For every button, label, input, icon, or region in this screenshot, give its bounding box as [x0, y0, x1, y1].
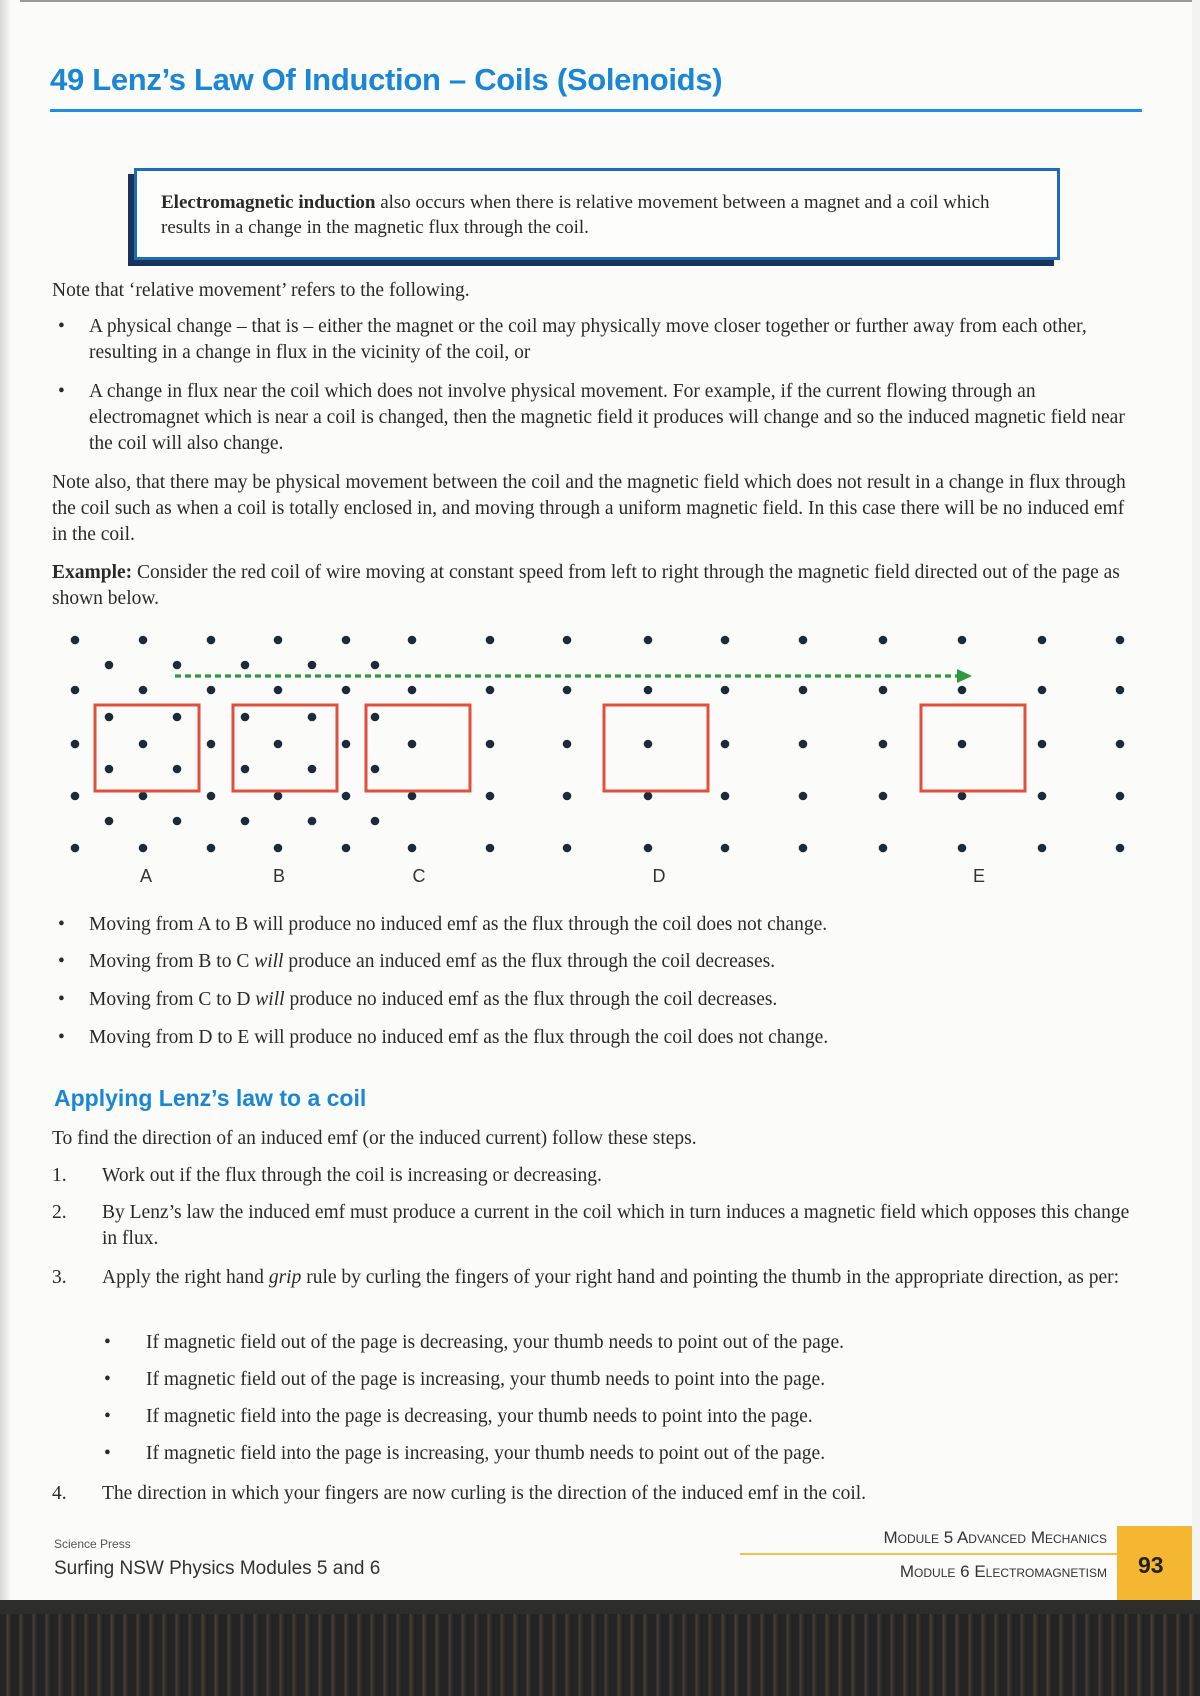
field-dot	[71, 844, 80, 853]
coil-field-diagram	[0, 620, 1192, 890]
field-dot	[371, 817, 380, 826]
step-text-part: By Lenz’s law the induced emf must produce a current in the coil which in turn induces a magnetic field which opposes this change in flux.	[102, 1202, 1130, 1249]
step-text	[102, 1265, 1142, 1291]
field-dot	[71, 792, 80, 801]
chapter-heading: 49 Lenz’s Law Of Induction – Coils (Solenoids)	[50, 62, 723, 97]
motion-text: Moving from D to E will produce no induced emf as the flux through the coil does not change.	[89, 1027, 829, 1048]
field-dot	[879, 844, 888, 853]
field-dot	[879, 636, 888, 645]
background-shelf-edge	[0, 1600, 1200, 1614]
book-title: Surfing NSW Physics Modules 5 and 6	[54, 1558, 381, 1579]
coil-label: E	[972, 866, 986, 886]
module-5-prefix: Module 5	[883, 1528, 954, 1547]
field-dot	[207, 740, 216, 749]
coil-square	[366, 705, 470, 791]
note-intro: Note that ‘relative movement’ refers to the following.	[52, 280, 470, 301]
module-6-name: Electromagnetism	[974, 1562, 1107, 1581]
field-dot	[486, 636, 495, 645]
page-top-line	[20, 0, 1192, 2]
field-dot	[105, 765, 114, 774]
field-dot	[371, 765, 380, 774]
footer-rule	[740, 1553, 1118, 1555]
grip-case-text: If magnetic field out of the page is decreasing, your thumb needs to point out of the page.	[146, 1332, 845, 1353]
coil-label: A	[139, 866, 153, 886]
publisher-name: Science Press	[54, 1537, 131, 1551]
definition-rest: also occurs when there is relative movement between a magnet and a coil which results in a change in the magnetic flux through the coil.	[161, 192, 990, 238]
field-dot	[408, 636, 417, 645]
field-dot	[644, 636, 653, 645]
note-bullet-text: A change in flux near the coil which does not involve physical movement. For example, if the current flowing through an electromagnet which is near a coil is changed, then the magnetic field it produces will change and so the induced magnetic field near the coil will also change.	[89, 381, 1125, 454]
motion-bullet-text	[89, 912, 1139, 938]
definition-text	[161, 190, 1041, 240]
note-bullet-text: A physical change – that is – either the magnet or the coil may physically move closer together or further away from each other, resulting in a change in flux in the vicinity of the coil, or	[89, 316, 1087, 363]
field-dot	[342, 636, 351, 645]
field-dot	[799, 686, 808, 695]
bullet-dot: •	[58, 951, 65, 972]
field-dot	[721, 792, 730, 801]
motion-emphasis: will	[254, 951, 284, 972]
field-dot	[342, 686, 351, 695]
field-dot	[173, 817, 182, 826]
field-dot	[308, 713, 317, 722]
motion-text: produce an induced emf as the flux through the coil decreases.	[283, 951, 776, 972]
motion-text: Moving from B to C	[89, 951, 255, 972]
field-dot	[207, 636, 216, 645]
example-label: Example:	[52, 562, 133, 583]
coil-label: C	[412, 866, 426, 886]
field-dot	[721, 844, 730, 853]
field-dot	[1116, 636, 1125, 645]
definition-box	[134, 168, 1060, 260]
bullet-dot: •	[58, 989, 65, 1010]
motion-emphasis: will	[255, 989, 285, 1010]
field-dot	[173, 661, 182, 670]
field-dot	[274, 636, 283, 645]
coils	[95, 705, 1025, 791]
field-dot	[799, 844, 808, 853]
field-dot	[71, 686, 80, 695]
field-dot	[173, 765, 182, 774]
field-dot	[274, 740, 283, 749]
field-dot	[721, 636, 730, 645]
field-dot	[408, 844, 417, 853]
field-dot	[644, 686, 653, 695]
field-dot	[274, 792, 283, 801]
field-dot	[563, 636, 572, 645]
field-dot	[1038, 792, 1047, 801]
field-dot	[486, 740, 495, 749]
field-dot	[342, 792, 351, 801]
field-dot	[241, 765, 250, 774]
field-dot	[241, 713, 250, 722]
motion-bullet-text	[89, 1025, 1139, 1051]
field-dot	[563, 792, 572, 801]
page-number: 93	[1138, 1552, 1164, 1578]
field-dot	[71, 636, 80, 645]
field-dot	[486, 686, 495, 695]
field-dot	[1116, 792, 1125, 801]
step-text	[102, 1163, 1142, 1189]
steps-intro: To find the direction of an induced emf (or the induced current) follow these steps.	[52, 1128, 697, 1149]
motion-bullet-text	[89, 949, 1139, 975]
field-dot	[721, 740, 730, 749]
field-dot	[563, 686, 572, 695]
field-dot	[644, 792, 653, 801]
field-dot	[879, 740, 888, 749]
field-dot	[308, 817, 317, 826]
bullet-dot: •	[58, 381, 65, 402]
field-dot	[139, 844, 148, 853]
background-shelf	[0, 1600, 1200, 1696]
field-dot	[105, 713, 114, 722]
field-dot	[1038, 636, 1047, 645]
field-dot	[879, 792, 888, 801]
bullet-dot: •	[58, 1027, 65, 1048]
field-dot	[105, 817, 114, 826]
field-dot	[274, 844, 283, 853]
coil-labels	[140, 866, 985, 886]
coil-square	[921, 705, 1025, 791]
field-dot	[1038, 844, 1047, 853]
field-dot	[958, 792, 967, 801]
module-5-name: Advanced Mechanics	[956, 1528, 1107, 1547]
field-dot	[371, 713, 380, 722]
field-dot	[371, 661, 380, 670]
field-dot	[644, 844, 653, 853]
field-dot	[308, 765, 317, 774]
bullet-dot: •	[104, 1443, 111, 1464]
coil-label: B	[272, 866, 286, 886]
step-text-part: Apply the right hand	[102, 1267, 269, 1288]
field-dot	[408, 792, 417, 801]
step-number: 2.	[52, 1202, 67, 1223]
example-text: Consider the red coil of wire moving at constant speed from left to right through the magnetic field directed out of the page as shown below.	[52, 562, 1120, 609]
step-text-part: Work out if the flux through the coil is increasing or decreasing.	[102, 1165, 602, 1186]
field-dot	[799, 636, 808, 645]
field-dot	[105, 661, 114, 670]
field-dot	[1116, 844, 1125, 853]
field-dot	[958, 844, 967, 853]
heading-rule	[50, 109, 1142, 112]
field-dot	[139, 740, 148, 749]
field-dot	[1116, 740, 1125, 749]
grip-case-text: If magnetic field out of the page is increasing, your thumb needs to point into the page.	[146, 1369, 826, 1390]
field-dot	[308, 661, 317, 670]
field-dot	[799, 740, 808, 749]
module-6-prefix: Module 6	[899, 1562, 970, 1581]
field-dot	[207, 686, 216, 695]
field-dot	[241, 817, 250, 826]
motion-text: produce no induced emf as the flux through the coil decreases.	[284, 989, 778, 1010]
example-paragraph	[52, 560, 1144, 612]
bullet-dot: •	[104, 1406, 111, 1427]
field-dot	[799, 792, 808, 801]
field-dot	[958, 740, 967, 749]
bullet-dot: •	[104, 1332, 111, 1353]
field-dot	[1116, 686, 1125, 695]
step-text	[102, 1481, 1142, 1507]
step-number: 3.	[52, 1267, 67, 1288]
definition-term: Electromagnetic induction	[161, 192, 376, 213]
note-also: Note also, that there may be physical movement between the coil and the magnetic field which does not result in a change in flux through the coil such as when a coil is totally enclosed in, and moving through a uniform magnetic field. In this case there will be no induced emf in the coil.	[52, 472, 1126, 545]
step-emphasis: grip	[268, 1267, 302, 1288]
bullet-dot: •	[104, 1369, 111, 1390]
motion-arrow	[175, 669, 972, 683]
field-dot	[721, 686, 730, 695]
bullet-dot: •	[58, 914, 65, 935]
field-dot	[207, 792, 216, 801]
motion-arrow-head	[957, 669, 972, 683]
coil-label: D	[652, 866, 666, 886]
field-dot	[241, 661, 250, 670]
field-dot	[71, 740, 80, 749]
field-dot	[1038, 740, 1047, 749]
field-dot	[139, 636, 148, 645]
field-dot	[173, 713, 182, 722]
coil-square	[604, 705, 708, 791]
field-dot	[274, 686, 283, 695]
field-dot	[563, 740, 572, 749]
field-dot	[879, 686, 888, 695]
field-dot	[486, 792, 495, 801]
grip-case-text: If magnetic field into the page is decreasing, your thumb needs to point into the page.	[146, 1406, 813, 1427]
bullet-dot: •	[58, 316, 65, 337]
motion-text: Moving from A to B will produce no induced emf as the flux through the coil does not change.	[89, 914, 828, 935]
field-dot	[563, 844, 572, 853]
step-text	[102, 1200, 1142, 1252]
step-text-part: The direction in which your fingers are now curling is the direction of the induced emf in the coil.	[102, 1483, 867, 1504]
field-dot	[139, 686, 148, 695]
step-number: 1.	[52, 1165, 67, 1186]
field-dot	[408, 686, 417, 695]
field-dot	[207, 844, 216, 853]
grip-case-text: If magnetic field into the page is increasing, your thumb needs to point out of the page.	[146, 1443, 826, 1464]
step-number: 4.	[52, 1483, 67, 1504]
field-dot	[408, 740, 417, 749]
field-dot	[1038, 686, 1047, 695]
field-dot	[139, 792, 148, 801]
field-dot	[644, 740, 653, 749]
motion-text: Moving from C to D	[89, 989, 256, 1010]
motion-bullet-text	[89, 987, 1139, 1013]
section-subheading: Applying Lenz’s law to a coil	[54, 1085, 367, 1111]
field-dot	[486, 844, 495, 853]
step-text-part: rule by curling the fingers of your right hand and pointing the thumb in the appropriate direction, as per:	[301, 1267, 1120, 1288]
module-6-label	[900, 1562, 1107, 1582]
module-5-label	[883, 1528, 1107, 1548]
field-dot	[958, 686, 967, 695]
magnetic-field-dots	[71, 636, 1125, 853]
field-dot	[342, 740, 351, 749]
field-dot	[958, 636, 967, 645]
field-dot	[342, 844, 351, 853]
